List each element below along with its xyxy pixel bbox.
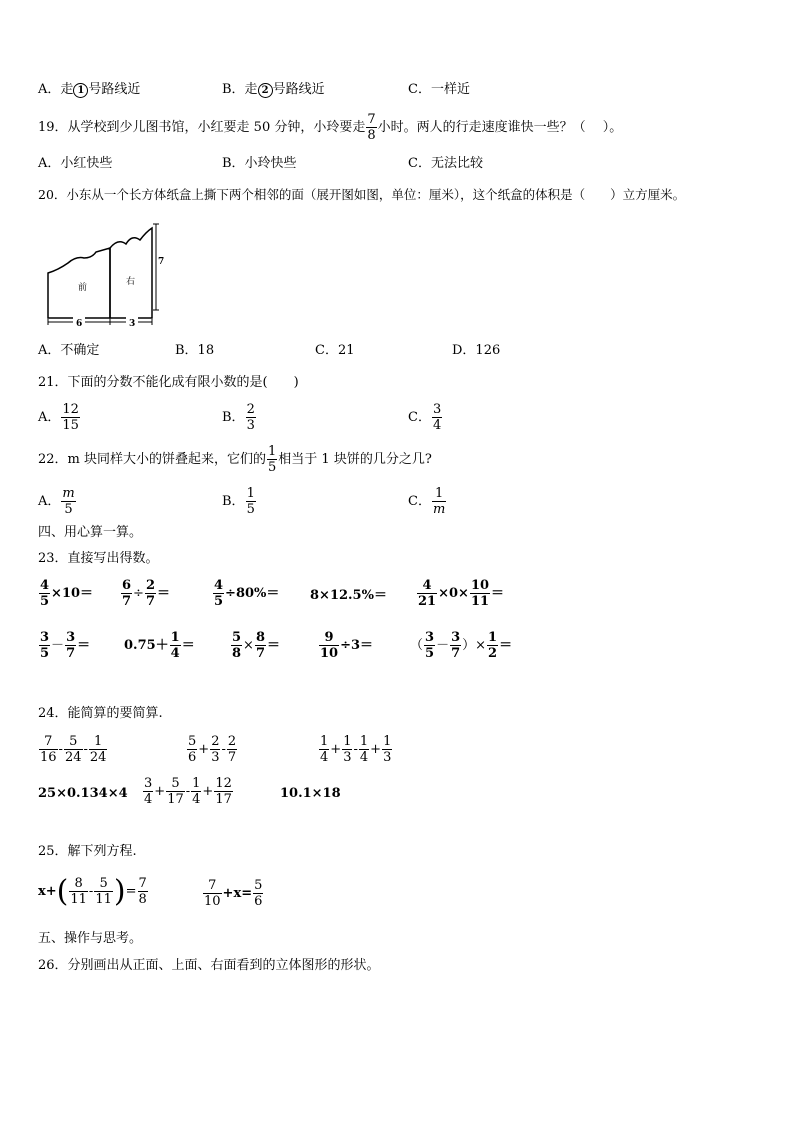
q19-option-a: A．小红快些 bbox=[38, 156, 113, 171]
q23-expr-1: $\frac{4}{5}$ ×10＝ bbox=[40, 578, 94, 609]
q25-equation-1: x+ ( $\frac{8}{11}$ - $\frac{5}{11}$ ) = $\frac{7}{8}$ bbox=[38, 873, 147, 909]
q23-stem: 23．直接写出得数。 bbox=[38, 551, 159, 566]
q24-expr-4: 25×0.134×4 bbox=[38, 786, 128, 801]
q23-expr-9: $\frac{9}{10}$ ÷3＝ bbox=[320, 630, 374, 661]
q24-expr-2: $\frac{5}{6}$ + $\frac{2}{3}$ - $\frac{2}{7}$ bbox=[188, 734, 237, 765]
q25-stem: 25．解下列方程. bbox=[38, 844, 137, 859]
q19-option-b: B．小玲快些 bbox=[222, 156, 297, 171]
q24-expr-1: $\frac{7}{16}$ - $\frac{5}{24}$ - $\frac{1}{24}$ bbox=[40, 734, 107, 765]
fraction: $\frac{1}{m}$ bbox=[432, 486, 446, 517]
q23-expr-4: 8×12.5%＝ bbox=[310, 588, 387, 603]
fraction: $\frac{1}{5}$ bbox=[246, 486, 255, 517]
q21-option-a: A． $\frac{12}{15}$ bbox=[38, 402, 79, 433]
fraction: $\frac{7}{8}$ bbox=[367, 112, 376, 143]
fraction: $\frac{2}{3}$ bbox=[246, 402, 255, 433]
right-face-label: 右 bbox=[126, 277, 136, 287]
q20-option-b: B．18 bbox=[175, 343, 215, 358]
q21-option-c: C． $\frac{3}{4}$ bbox=[408, 402, 442, 433]
q21-stem: 21．下面的分数不能化成有限小数的是( ) bbox=[38, 375, 299, 390]
fraction: $\frac{12}{15}$ bbox=[62, 402, 79, 433]
q22-option-c: C． $\frac{1}{m}$ bbox=[408, 486, 446, 517]
q19-option-c: C．无法比较 bbox=[408, 156, 483, 171]
q18-option-b: B．走 2 号路线近 bbox=[222, 82, 325, 97]
width-dimension-1-label: 6 bbox=[76, 319, 83, 329]
q23-expr-5: $\frac{4}{21}$ ×0× $\frac{10}{11}$ ＝ bbox=[418, 578, 505, 609]
q23-expr-10: （ $\frac{3}{5}$ － $\frac{3}{7}$ ）× $\frac{1}{2}$ ＝ bbox=[410, 630, 513, 661]
fraction: $\frac{1}{5}$ bbox=[268, 444, 277, 475]
q23-expr-8: $\frac{5}{8}$ × $\frac{8}{7}$ ＝ bbox=[232, 630, 281, 661]
section-4-heading: 四、用心算一算。 bbox=[38, 525, 143, 540]
front-face-label: 前 bbox=[78, 283, 88, 293]
circled-number-2: 2 bbox=[258, 83, 273, 98]
width-dimension-2-label: 3 bbox=[129, 319, 136, 329]
q24-expr-3: $\frac{1}{4}$ + $\frac{1}{3}$ - $\frac{1}{4}$ + $\frac{1}{3}$ bbox=[320, 734, 392, 765]
q20-option-a: A．不确定 bbox=[38, 343, 100, 358]
q25-equation-2: $\frac{7}{10}$ +x= $\frac{5}{6}$ bbox=[204, 878, 263, 909]
q18-option-a: A．走 1 号路线近 bbox=[38, 82, 141, 97]
height-dimension-label: 7 bbox=[158, 257, 165, 267]
fraction: $\frac{3}{4}$ bbox=[432, 402, 442, 433]
q20-option-c: C．21 bbox=[315, 343, 355, 358]
q22-option-b: B． $\frac{1}{5}$ bbox=[222, 486, 255, 517]
q23-expr-7: 0.75＋ $\frac{1}{4}$ ＝ bbox=[124, 630, 195, 661]
q24-stem: 24．能简算的要简算. bbox=[38, 706, 163, 721]
fraction: $\frac{m}{5}$ bbox=[62, 486, 75, 517]
q26-stem: 26．分别画出从正面、上面、右面看到的立体图形的形状。 bbox=[38, 958, 380, 973]
q21-option-b: B． $\frac{2}{3}$ bbox=[222, 402, 255, 433]
section-5-heading: 五、操作与思考。 bbox=[38, 931, 143, 946]
q20-unfolded-box-figure bbox=[40, 218, 168, 330]
q22-option-a: A． $\frac{m}{5}$ bbox=[38, 486, 75, 517]
q24-expr-5: $\frac{3}{4}$ + $\frac{5}{17}$ - $\frac{1}{4}$ + $\frac{12}{17}$ bbox=[144, 776, 232, 807]
q23-expr-2: $\frac{6}{7}$ ÷ $\frac{2}{7}$ ＝ bbox=[122, 578, 171, 609]
q23-expr-3: $\frac{4}{5}$ ÷80%＝ bbox=[214, 578, 280, 609]
q20-stem: 20．小东从一个长方体纸盒上撕下两个相邻的面（展开图如图，单位：厘米），这个纸盒的体积是（ ）立方厘米。 bbox=[38, 187, 686, 202]
q24-expr-6: 10.1×18 bbox=[280, 786, 341, 801]
q23-expr-6: $\frac{3}{5}$ － $\frac{3}{7}$ ＝ bbox=[40, 630, 91, 661]
q20-option-d: D．126 bbox=[452, 343, 501, 358]
q19-stem: 19．从学校到少儿图书馆，小红要走 50 分钟，小玲要走 $\frac{7}{8}$ 小时。两人的行走速度谁快一些？（ ）。 bbox=[38, 112, 623, 143]
q18-option-c: C．一样近 bbox=[408, 82, 470, 97]
circled-number-1: 1 bbox=[73, 83, 88, 98]
q22-stem: 22．m 块同样大小的饼叠起来，它们的 $\frac{1}{5}$ 相当于 1 块饼的几分之几? bbox=[38, 444, 432, 475]
